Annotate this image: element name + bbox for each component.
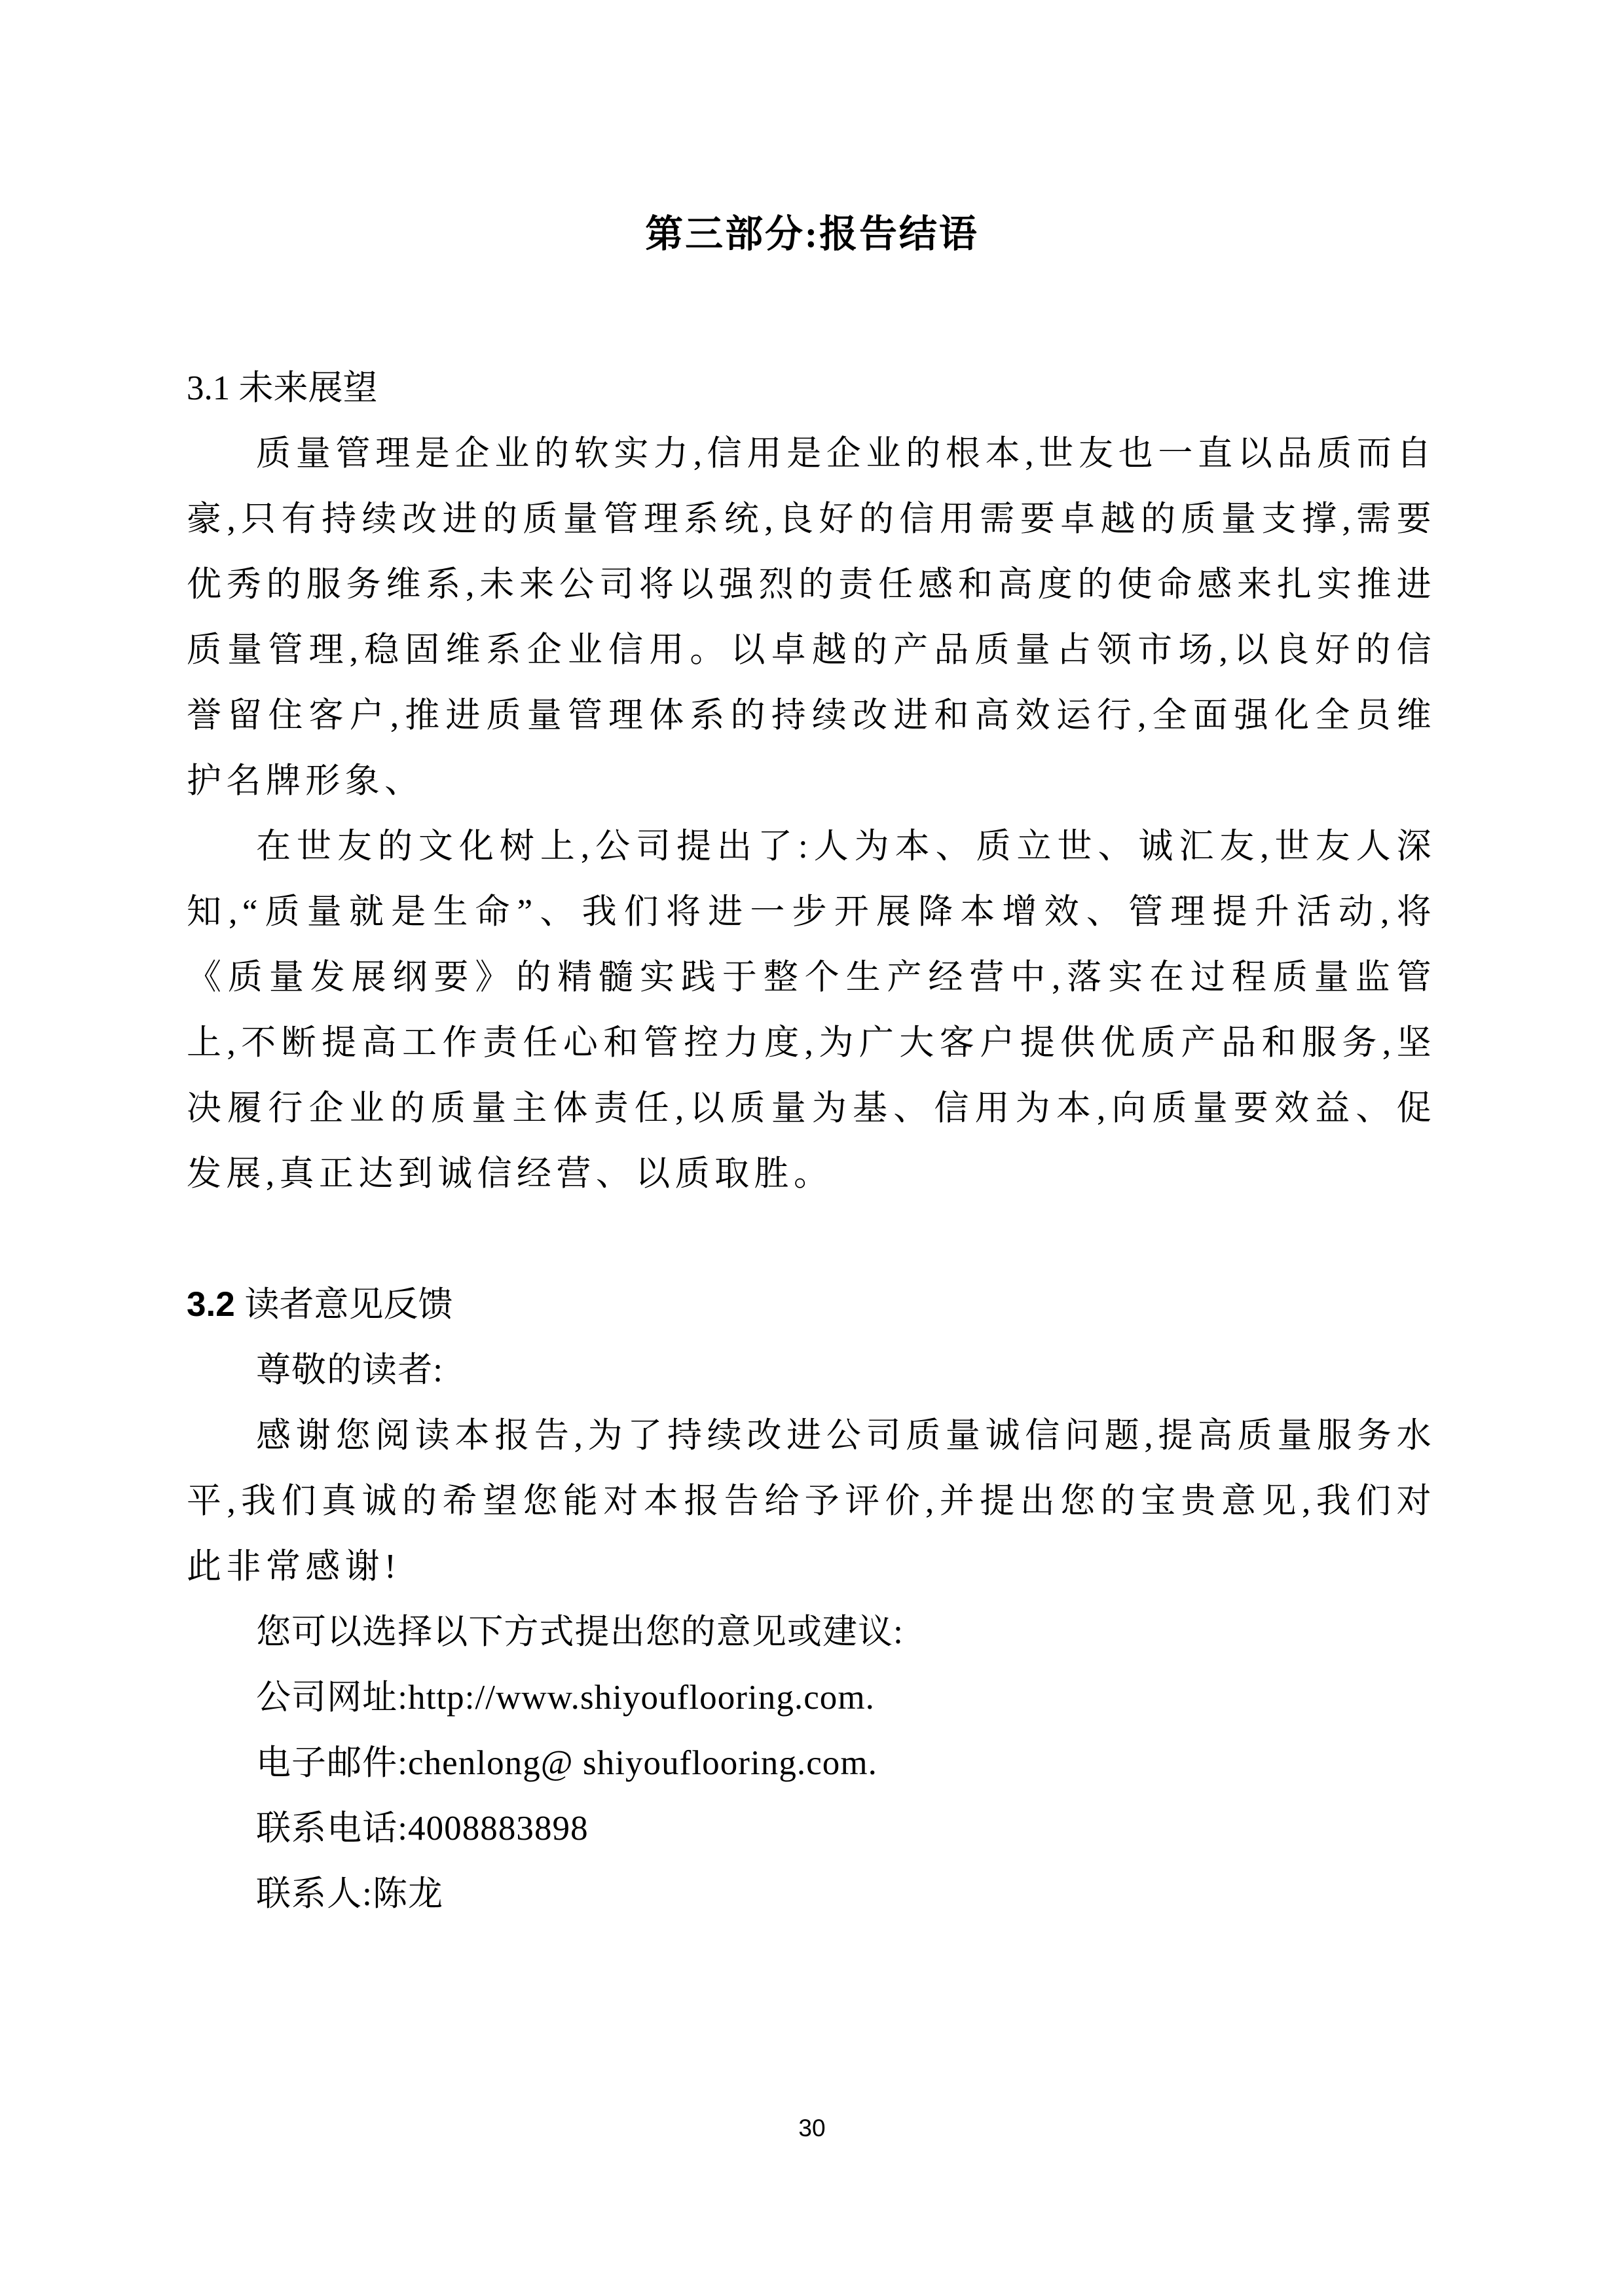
feedback-options-line: 您可以选择以下方式提出您的意见或建议: <box>256 1613 904 1651</box>
future-outlook-paragraph-1: 质量管理是企业的软实力,信用是企业的根本,世友也一直以品质而自豪,只有持续改进的质量管理系统,良好的信用需要卓越的质量支撑,需要优秀的服务维系,未来公司将以强烈的责任感和高度的使命感来扎实推进质量管理,稳固维系企业信用。以卓越的产品质量占领市场,以良好的信誉留住客户,推进质量管理体系的持续改进和高效运行,全面强化全员维护名牌形象、 <box>187 435 1436 800</box>
section-number: 3.2 <box>187 1285 235 1324</box>
section-heading-future-outlook: 3.1 未来展望 <box>187 369 378 407</box>
section-heading-text: 读者意见反馈 <box>244 1286 453 1324</box>
page-content <box>187 355 1436 1927</box>
website-line <box>187 1665 1436 1730</box>
email-line <box>187 1730 1436 1796</box>
page-number: 30 <box>798 2115 826 2141</box>
contact-person-value: 陈龙 <box>372 1875 444 1913</box>
website-value: http://www.shiyouflooring.com. <box>408 1679 875 1717</box>
section-heading-reader-feedback <box>187 1272 1436 1338</box>
page-title: 第三部分:报告结语 <box>645 213 979 255</box>
phone-value: 4008883898 <box>408 1810 589 1848</box>
phone-label: 联系电话: <box>256 1810 409 1848</box>
contact-person-line <box>187 1861 1436 1927</box>
email-label: 电子邮件: <box>256 1744 409 1782</box>
future-outlook-paragraph-2: 在世友的文化树上,公司提出了:人为本、质立世、诚汇友,世友人深知,“质量就是生命”、我们将进一步开展降本增效、管理提升活动,将《质量发展纲要》的精髓实践于整个生产经营中,落实在过程质量监管上,不断提高工作责任心和管控力度,为广大客户提供优质产品和服务,坚决履行企业的质量主体责任,以质量为基、信用为本,向质量要效益、促发展,真正达到诚信经营、以质取胜。 <box>187 828 1436 1193</box>
phone-line <box>187 1796 1436 1861</box>
reader-salutation: 尊敬的读者: <box>256 1351 444 1389</box>
contact-person-label: 联系人: <box>256 1875 373 1913</box>
feedback-paragraph: 感谢您阅读本报告,为了持续改进公司质量诚信问题,提高质量服务水平,我们真诚的希望您能对本报告给予评价,并提出您的宝贵意见,我们对此非常感谢! <box>187 1417 1436 1586</box>
website-label: 公司网址: <box>256 1679 409 1717</box>
email-value: chenlong@ shiyouflooring.com. <box>408 1744 877 1782</box>
